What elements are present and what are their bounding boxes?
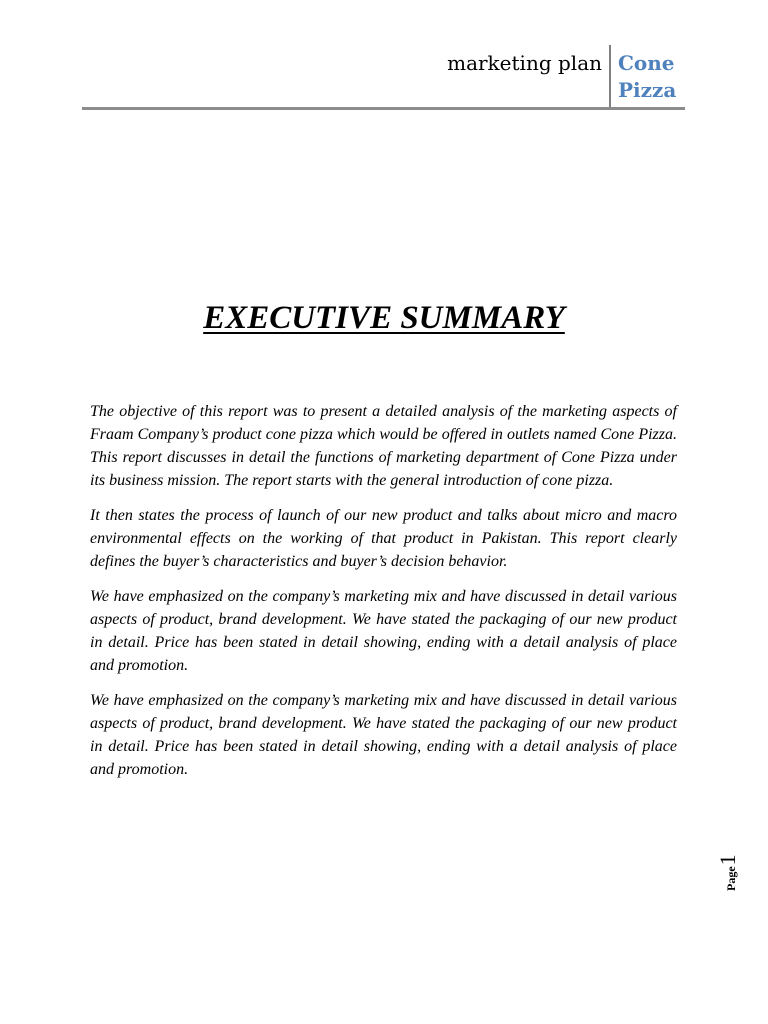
header-document-type: marketing plan [447, 51, 602, 75]
paragraph-3: We have emphasized on the company’s marketing mix and have discussed in detail various aspects of product, brand development. We have stated the packaging of our new product in detail. Price has been stated in detail showing, ending with a detail analysis of place and promotion. [90, 588, 677, 674]
page-title: EXECUTIVE SUMMARY [203, 300, 565, 336]
header-divider [609, 45, 611, 107]
page-digit: 1 [715, 854, 740, 866]
document-body [90, 400, 677, 793]
page-number [708, 854, 748, 891]
header-document-title [618, 50, 708, 104]
header-title-line-1: Cone [618, 51, 675, 75]
paragraph-2: It then states the process of launch of our new product and talks about micro and macro environmental effects on the working of that product in Pakistan. This report clearly defines the buyer’s characteristics and buyer’s decision behavior. [90, 507, 677, 570]
paragraph-4: We have emphasized on the company’s marketing mix and have discussed in detail various aspects of product, brand development. We have stated the packaging of our new product in detail. Price has been stated in detail showing, ending with a detail analysis of place and promotion. [90, 692, 677, 778]
header-title-line-2: Pizza [618, 78, 677, 102]
header-rule [82, 107, 685, 110]
paragraph-1: The objective of this report was to present a detailed analysis of the marketing aspects of Fraam Company’s product cone pizza which would be offered in outlets named Cone Pizza. This report discusses in detail the functions of marketing department of Cone Pizza under its business mission. The report starts with the general introduction of cone pizza. [90, 403, 677, 489]
page-label: Page [724, 866, 738, 891]
